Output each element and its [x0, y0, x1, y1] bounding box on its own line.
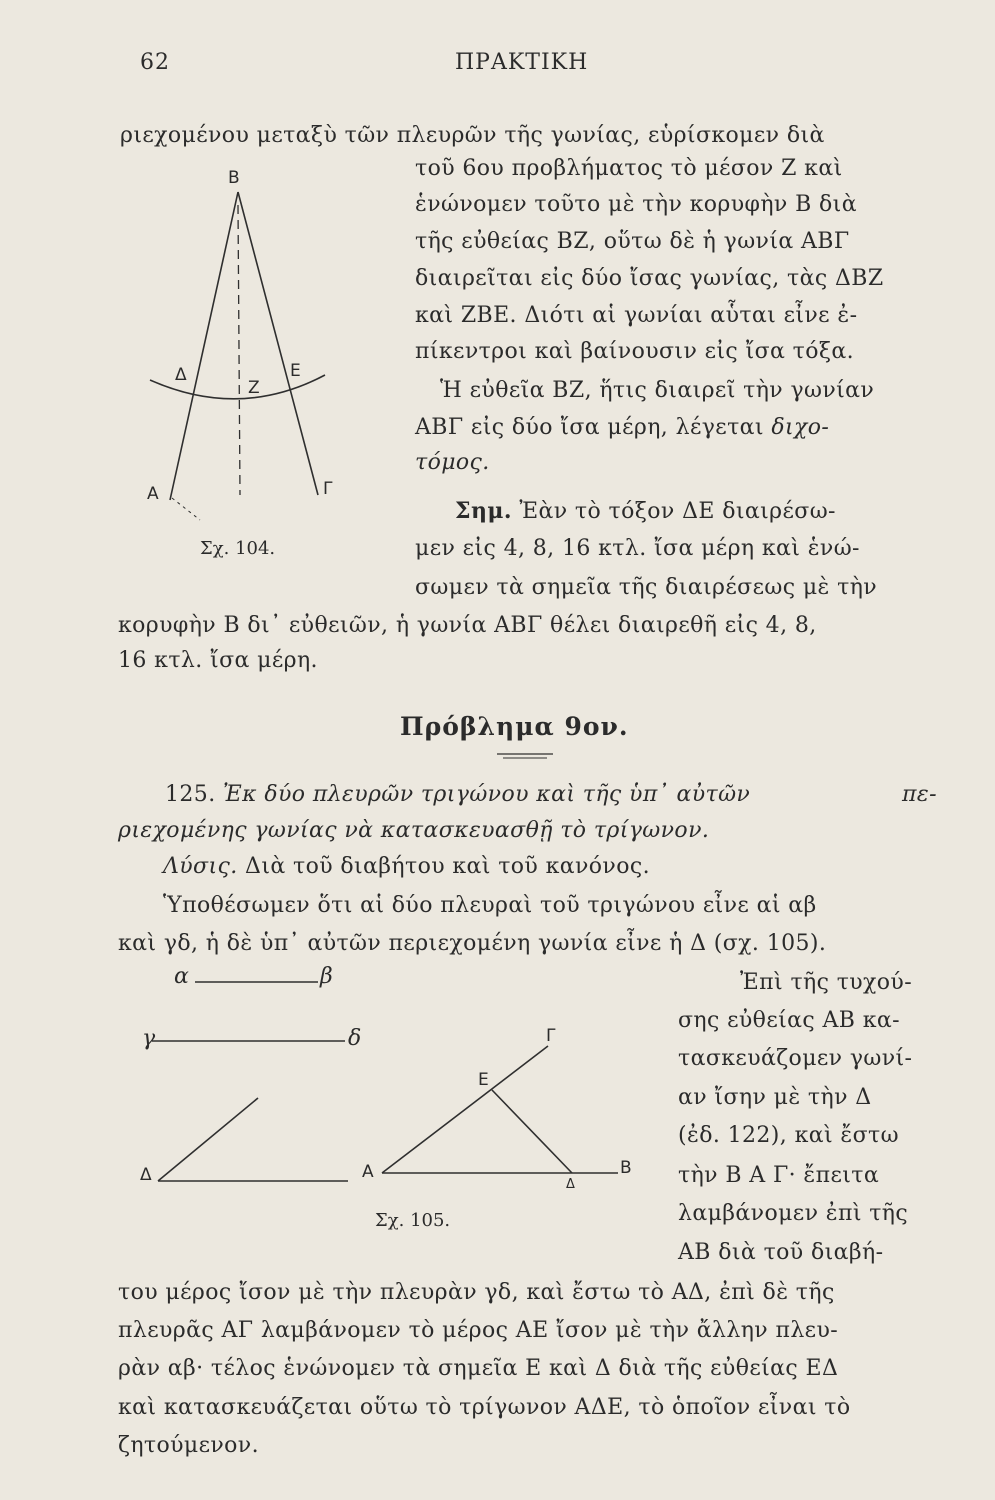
text-line: ΑΒ διὰ τοῦ διαβή- — [678, 1240, 884, 1265]
text-line: διαιρεῖται εἰς δύο ἴσας γωνίας, τὰς ΔΒΖ — [415, 266, 884, 291]
text-line: ζητούμενον. — [118, 1433, 259, 1458]
fig104-label-delta: Δ — [175, 365, 187, 385]
text-line: πε- — [902, 782, 937, 807]
fig104-label-b: Β — [228, 168, 240, 188]
note-label: Σημ. — [455, 498, 512, 524]
angle-delta-ray2 — [158, 1098, 258, 1181]
text-line: (ἐδ. 122), καὶ ἔστω — [678, 1123, 899, 1148]
problem-heading: Πρόβλημα 9ον. — [400, 712, 629, 741]
fig105-label-g: Γ — [546, 1026, 556, 1046]
text-line: καὶ γδ, ἡ δὲ ὑπ᾽ αὐτῶν περιεχομένη γωνία εἶνε ἡ Δ (σχ. 105). — [118, 931, 827, 956]
text-fragment: Ἐὰν τὸ τόξον ΔΕ διαιρέσω- — [519, 499, 836, 524]
text-line: τοῦ 6ου προβλήματος τὸ μέσον Ζ καὶ — [415, 156, 843, 181]
text-line: καὶ κατασκευάζεται οὕτω τὸ τρίγωνον ΑΔΕ, τὸ ὁποῖον εἶναι τὸ — [118, 1395, 851, 1420]
text-line: ριεχομένης γωνίας νὰ κατασκευασθῇ τὸ τρίγωνον. — [118, 818, 710, 843]
fig104-caption: Σχ. 104. — [200, 538, 276, 559]
text-line: κορυφὴν Β δι᾽ εὐθειῶν, ἡ γωνία ΑΒΓ θέλει διαιρεθῆ εἰς 4, 8, — [118, 613, 817, 638]
fig105-label-delta-small: δ — [348, 1026, 362, 1051]
text-line: τόμος. — [415, 450, 490, 475]
fig105-label-alpha: α — [174, 964, 189, 989]
text-line: αν ἴσην μὲ τὴν Δ — [678, 1085, 872, 1110]
text-line: τασκευάζομεν γωνί- — [678, 1046, 913, 1071]
text-line: τὴν Β Α Γ· ἔπειτα — [678, 1163, 880, 1188]
ray-ag — [382, 1046, 548, 1173]
text-line: ριεχομένου μεταξὺ τῶν πλευρῶν τῆς γωνίας, εὑρίσκομεν διὰ — [120, 123, 825, 148]
fig104-label-a: Α — [147, 484, 159, 504]
text-line: 16 κτλ. ἴσα μέρη. — [118, 648, 318, 673]
fig105-label-a: Α — [362, 1162, 374, 1182]
fig105-label-e: Ε — [478, 1070, 489, 1090]
fig104-label-g: Γ — [323, 479, 333, 499]
text-line: ρὰν αβ· τέλος ἑνώνομεν τὰ σημεῖα Ε καὶ Δ διὰ τῆς εὐθείας ΕΔ — [118, 1356, 839, 1381]
text-line: Ἐπὶ τῆς τυχού- — [740, 970, 913, 995]
running-title: ΠΡΑΚΤΙΚΗ — [455, 50, 589, 75]
text-line: λαμβάνομεν ἐπὶ τῆς — [678, 1201, 909, 1226]
text-line: ἑνώνομεν τοῦτο μὲ τὴν κορυφὴν Β διὰ — [415, 192, 857, 217]
text-line: τῆς εὐθείας ΒΖ, οὕτω δὲ ἡ γωνία ΑΒΓ — [415, 229, 850, 254]
text-line: σωμεν τὰ σημεῖα τῆς διαιρέσεως μὲ τὴν — [415, 575, 878, 600]
text-fragment: Διὰ τοῦ διαβήτου καὶ τοῦ κανόνος. — [245, 854, 650, 879]
text-line: πλευρᾶς ΑΓ λαμβάνομεν τὸ μέρος ΑΕ ἴσον μὲ τὴν ἄλλην πλευ- — [118, 1318, 839, 1343]
fig105-label-delta-point: Δ — [566, 1177, 575, 1192]
text-line: καὶ ΖΒΕ. Διότι αἱ γωνίαι αὗται εἶνε ἐ- — [415, 303, 858, 328]
fig105-caption: Σχ. 105. — [375, 1210, 451, 1231]
text-line: μεν εἰς 4, 8, 16 κτλ. ἴσα μέρη καὶ ἑνώ- — [415, 536, 860, 561]
page-number: 62 — [140, 50, 170, 75]
problem-title: Ἐκ δύο πλευρῶν τριγώνου καὶ τῆς ὑπ᾽ αὐτῶν — [223, 782, 751, 807]
term-dichotomos: διχο- — [771, 415, 830, 440]
segment-ed — [492, 1090, 572, 1173]
fig105-label-b: Β — [620, 1158, 632, 1178]
problem-number: 125. — [165, 782, 216, 807]
text-line: Ἡ εὐθεῖα ΒΖ, ἥτις διαιρεῖ τὴν γωνίαν — [440, 378, 875, 403]
fig105-label-delta-angle: Δ — [140, 1165, 152, 1185]
text-line: πίκεντροι καὶ βαίνουσιν εἰς ἴσα τόξα. — [415, 339, 855, 364]
fig104-label-z: Ζ — [248, 378, 260, 398]
text-line: σης εὐθείας ΑΒ κα- — [678, 1008, 901, 1033]
text-line: Ὑποθέσωμεν ὅτι αἱ δύο πλευραὶ τοῦ τριγώνου εἶνε αἱ αβ — [163, 893, 817, 918]
fig104-label-e: Ε — [290, 361, 301, 381]
solution-label: Λύσις. — [163, 854, 238, 879]
fig105-label-beta: β — [320, 964, 333, 989]
text-fragment: ΑΒΓ εἰς δύο ἴσα μέρη, λέγεται — [415, 415, 764, 440]
text-line: του μέρος ἴσον μὲ τὴν πλευρὰν γδ, καὶ ἔστω τὸ ΑΔ, ἐπὶ δὲ τῆς — [118, 1280, 835, 1305]
fig105-label-gamma: γ — [142, 1026, 156, 1051]
